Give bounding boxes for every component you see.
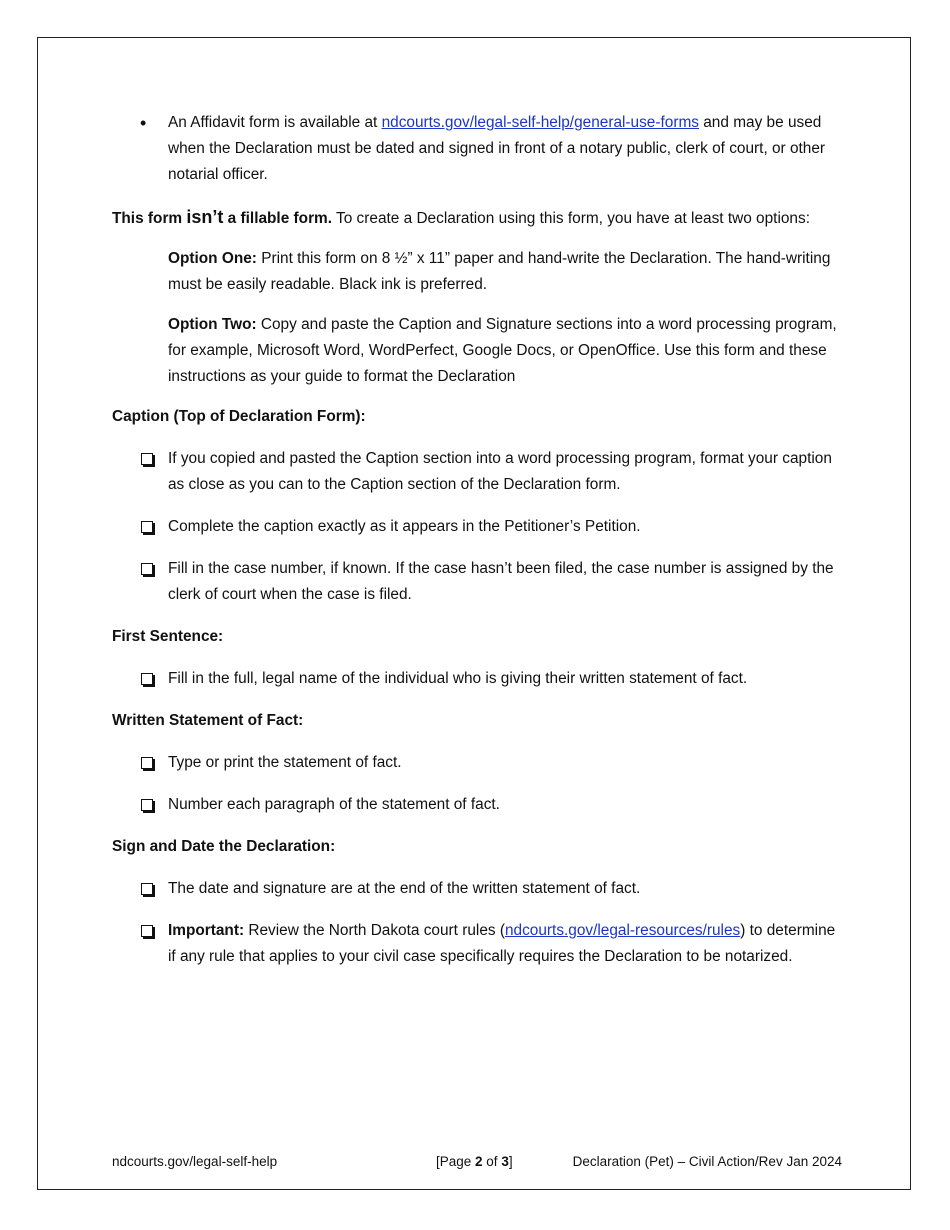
important-text-b: ) to determine if any rule that applies to your civil case specifically requires the Declaration to be notarized. [168, 922, 836, 965]
general-use-forms-link[interactable]: ndcourts.gov/legal-self-help/general-use-forms [381, 114, 699, 131]
statement-item-1 [112, 750, 842, 776]
checkbox-icon [141, 521, 153, 533]
fillable-bold-b: a fillable form. [223, 210, 333, 227]
fillable-bold-big: isn’t [186, 207, 224, 227]
fillable-bold-a: This form [112, 210, 187, 227]
option-two-label: Option Two: [168, 316, 257, 333]
checkbox-icon [141, 563, 153, 575]
caption-item-3-text: Fill in the case number, if known. If the case hasn’t been filed, the case number is assigned by the clerk of court when the case is filed. [168, 560, 834, 603]
option-one-text: Print this form on 8 ½” x 11” paper and hand-write the Declaration. The hand-writing must be easily readable. Black ink is preferred. [168, 250, 831, 293]
footer-page-close: ] [508, 1154, 513, 1169]
option-one-label: Option One: [168, 250, 257, 267]
first-sentence-item-text: Fill in the full, legal name of the individual who is giving their written statement of fact. [168, 670, 748, 687]
checkbox-icon [141, 925, 153, 937]
document-body [112, 110, 842, 986]
option-two-paragraph [112, 312, 842, 390]
caption-item-2-text: Complete the caption exactly as it appears in the Petitioner’s Petition. [168, 518, 641, 535]
checkbox-icon [141, 757, 153, 769]
fillable-paragraph [112, 204, 842, 232]
checkbox-icon [141, 453, 153, 465]
sign-heading: Sign and Date the Declaration: [112, 838, 336, 855]
court-rules-link[interactable]: ndcourts.gov/legal-resources/rules [504, 922, 741, 939]
caption-item-1 [112, 446, 842, 498]
option-one-paragraph [112, 246, 842, 298]
affidavit-text-prefix: An Affidavit form is available at [168, 114, 382, 131]
caption-heading: Caption (Top of Declaration Form): [112, 408, 366, 425]
option-two-text: Copy and paste the Caption and Signature sections into a word processing program, for example, Microsoft Word, WordPerfect, Google Docs, or OpenOffice. Use this form and these instructions as your guide to format the Declaration [168, 316, 837, 385]
checkbox-icon [141, 673, 153, 685]
affidavit-text-suffix: and may be used when the Declaration must be dated and signed in front of a notary public, clerk of court, or other notarial officer. [168, 114, 826, 183]
footer-page-of: of [482, 1154, 502, 1169]
footer-form-title: Declaration (Pet) – Civil Action/Rev Jan 2024 [572, 1154, 842, 1169]
checkbox-icon [141, 799, 153, 811]
footer-page-total: 3 [501, 1154, 509, 1169]
bullet-icon: • [140, 113, 147, 133]
sign-item-1 [112, 876, 842, 902]
footer-page-current: 2 [475, 1154, 483, 1169]
caption-item-1-text: If you copied and pasted the Caption section into a word processing program, format your caption as close as you can to the Caption section of the Declaration form. [168, 450, 832, 493]
footer-site: ndcourts.gov/legal-self-help [112, 1154, 278, 1169]
statement-item-2 [112, 792, 842, 818]
first-sentence-item [112, 666, 842, 692]
checkbox-icon [141, 883, 153, 895]
affidavit-bullet [112, 110, 842, 188]
important-label: Important: [168, 922, 245, 939]
sign-item-important [112, 918, 842, 970]
caption-item-3 [112, 556, 842, 608]
caption-item-2 [112, 514, 842, 540]
statement-heading: Written Statement of Fact: [112, 712, 304, 729]
footer-page-number [436, 1154, 513, 1169]
statement-item-1-text: Type or print the statement of fact. [168, 754, 402, 771]
sign-item-1-text: The date and signature are at the end of the written statement of fact. [168, 880, 641, 897]
statement-item-2-text: Number each paragraph of the statement of fact. [168, 796, 500, 813]
footer-page-open: [Page [436, 1154, 476, 1169]
first-sentence-heading: First Sentence: [112, 628, 224, 645]
important-text-a: Review the North Dakota court rules ( [244, 922, 505, 939]
fillable-rest: To create a Declaration using this form, you have at least two options: [332, 210, 810, 227]
